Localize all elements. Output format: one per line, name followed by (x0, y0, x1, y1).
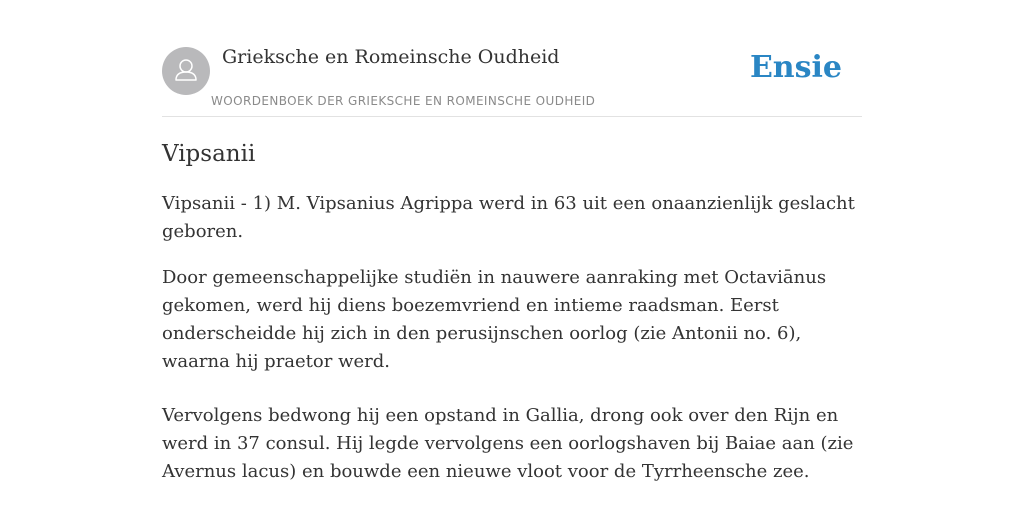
avatar[interactable] (162, 47, 210, 95)
entry-paragraph: Vervolgens bedwong hij een opstand in Gallia, drong ook over den Rijn en werd in 37 consul. Hij legde vervolgens een oorlogshaven bij Baiae aan (zie Avernus lacus) en bouwde een nieuwe vloot voor de Tyrrheensche zee. (162, 405, 854, 482)
entry-title: Vipsanii (162, 141, 256, 167)
user-silhouette-icon (162, 47, 210, 95)
entry-content (162, 138, 862, 504)
source-header (162, 44, 862, 117)
entry-paragraph: Door gemeenschappelijke studiën in nauwere aanraking met Octaviānus gekomen, werd hij diens boezemvriend en intieme raadsman. Eerst onderscheidde hij zich in den perusijnschen oorlog (zie Antonii no. 6), waarna hij praetor werd. (162, 267, 827, 372)
source-subtitle: WOORDENBOEK DER GRIEKSCHE EN ROMEINSCHE OUDHEID (211, 94, 596, 108)
entry-paragraph: Vipsanii - 1) M. Vipsanius Agrippa werd in 63 uit een onaanzienlijk geslacht geboren. (162, 193, 855, 242)
ensie-logo-link[interactable]: Ensie (749, 50, 842, 85)
source-title-link[interactable]: Grieksche en Romeinsche Oudheid (222, 46, 560, 68)
